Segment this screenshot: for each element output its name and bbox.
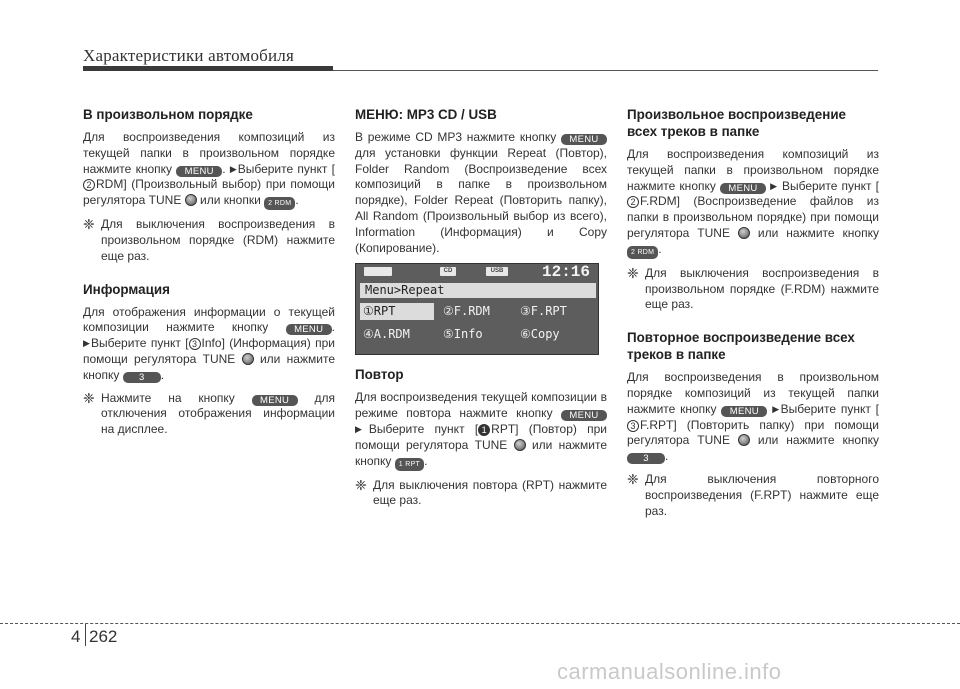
right-triangle-icon: ▶ <box>83 338 91 349</box>
section-text-repeat: Для воспроизведения текущей композиции в режиме повтора нажмите кнопку MENU ▶Выберите пункт [ 1 RPT] (Повтор) при помощи регулятора TUNE или нажмите кнопку 1 RPT . <box>355 390 607 470</box>
section-text-folder-random: Для воспроизведения композиций из текущей папки в произвольном порядке нажмите кнопку MENU ▶ Выберите пункт [2 F.RDM] (Воспроизведение файлов из папки в произвольном порядке) при помощи регулятора TUNE или нажмите кнопку 2 RDM . <box>627 147 879 259</box>
marker-3-icon: 3 <box>189 338 201 350</box>
column-middle <box>355 106 607 516</box>
right-triangle-icon: ▶ <box>229 163 238 174</box>
display-clock: 12:16 <box>541 263 590 282</box>
column-left <box>83 106 335 445</box>
note-mark-icon: ❈ <box>627 264 639 281</box>
section-title-menu: МЕНЮ: MP3 CD / USB <box>355 107 497 122</box>
footer-page-number: 262 <box>89 627 118 646</box>
note-mark-icon: ❈ <box>355 476 367 493</box>
right-triangle-icon: ▶ <box>772 403 781 414</box>
display-option-frdm: ②F.RDM <box>443 304 490 319</box>
tune-knob-icon <box>242 353 254 365</box>
display-option-rpt: ①RPT <box>360 303 434 320</box>
audio-display-screen <box>355 263 599 355</box>
display-status-bar <box>356 264 598 280</box>
display-menu-path: Menu>Repeat <box>360 283 596 298</box>
header-rule-thick <box>83 66 333 71</box>
menu-button-label: MENU <box>176 166 222 177</box>
marker-1-icon: 1 <box>478 424 490 436</box>
note-mark-icon: ❈ <box>83 216 95 233</box>
footer-chapter-number: 4 <box>71 627 81 646</box>
menu-button-label: MENU <box>561 410 607 421</box>
menu-button-label: MENU <box>721 406 767 417</box>
marker-2-icon: 2 <box>627 196 639 208</box>
display-option-copy: ⑥Copy <box>520 327 560 342</box>
column-right <box>627 106 879 526</box>
right-triangle-icon: ▶ <box>770 180 778 191</box>
display-option-info: ⑤Info <box>443 327 483 342</box>
menu-button-label: MENU <box>252 395 298 406</box>
page-header-title: Характеристики автомобиля <box>83 46 294 65</box>
header-rule-thin <box>333 70 878 71</box>
section-text-menu: В режиме CD MP3 нажмите кнопку MENU для установки функции Repeat (Повтор), Folder Random (Воспроизведение всех композиций в папке в произвольном порядке), Folder Repeat (Повторить папку), All Random (Произвольный выбор из всего), Information (Информация) и Copy (Копирование). <box>355 130 607 255</box>
rdm-button-label: 2 RDM <box>627 246 658 259</box>
note-random: ❈ Для выключения воспроизведения в произвольном порядке (RDM) нажмите еще раз. <box>83 216 335 263</box>
note-folder-repeat: ❈ Для выключения повторного воспроизведения (F.RPT) нажмите еще раз. <box>627 470 879 518</box>
tune-knob-icon <box>185 194 197 206</box>
button-3-label: 3 <box>627 453 665 464</box>
section-title-info: Информация <box>83 281 170 297</box>
menu-button-label: MENU <box>561 134 607 145</box>
rpt-button-label: 1 RPT <box>395 458 424 471</box>
note-folder-random: ❈ Для выключения воспроизведения в произвольном порядке (F.RDM) нажмите еще раз. <box>627 264 879 312</box>
tune-knob-icon <box>514 439 526 451</box>
note-mark-icon: ❈ <box>83 389 95 406</box>
section-text-folder-repeat: Для воспроизведения в произвольном порядке композиций из текущей папки нажмите кнопку MENU ▶Выберите пункт [3 F.RPT] (Повторить папку) при помощи регулятора TUNE или нажмите кнопку 3 . <box>627 370 880 465</box>
note-mark-icon: ❈ <box>627 470 639 487</box>
section-title-random: В произвольном порядке <box>83 107 253 122</box>
note-repeat: ❈ Для выключения повтора (RPT) нажмите еще раз. <box>355 476 607 508</box>
note-info: ❈ Нажмите на кнопку MENU для отключения отображения информации на дисплее. <box>83 389 335 437</box>
footer-separator <box>85 624 86 646</box>
display-option-ardm: ④A.RDM <box>363 327 410 342</box>
button-3-label: 3 <box>123 372 161 383</box>
marker-3-icon: 3 <box>627 420 639 432</box>
display-cd-icon: CD <box>440 267 456 276</box>
tune-knob-icon <box>738 227 750 239</box>
right-triangle-icon: ▶ <box>355 423 369 434</box>
section-title-repeat: Повтор <box>355 367 404 383</box>
watermark-text: carmanualsonline.info <box>557 659 782 684</box>
tune-knob-icon <box>738 434 750 446</box>
display-option-frpt: ③F.RPT <box>520 304 567 319</box>
section-text-info: Для отображения информации о текущей композиции нажмите кнопку MENU . ▶Выберите пункт [ 3 Info] (Информация) при помощи регулятора TUNE или нажмите кнопку 3 . <box>83 304 336 383</box>
marker-2-icon: 2 <box>83 179 95 191</box>
footer-dashed-rule <box>0 623 960 624</box>
section-title-folder-random: Произвольное воспроизведение всех треков в папке <box>627 107 847 139</box>
display-usb-icon: USB <box>486 267 508 276</box>
section-text-random: Для воспроизведения композиций из текущей папки в произвольном порядке нажмите кнопку MENU . ▶Выберите пункт [2 RDM] (Произвольный выбор) при помощи регулятора TUNE или кнопки 2 RDM . <box>83 130 335 210</box>
section-title-folder-repeat: Повторное воспроизведение всех треков в папке <box>627 330 855 363</box>
display-source-icon <box>364 267 392 276</box>
rdm-button-label: 2 RDM <box>264 197 295 210</box>
menu-button-label: MENU <box>286 324 332 335</box>
menu-button-label: MENU <box>720 183 766 194</box>
